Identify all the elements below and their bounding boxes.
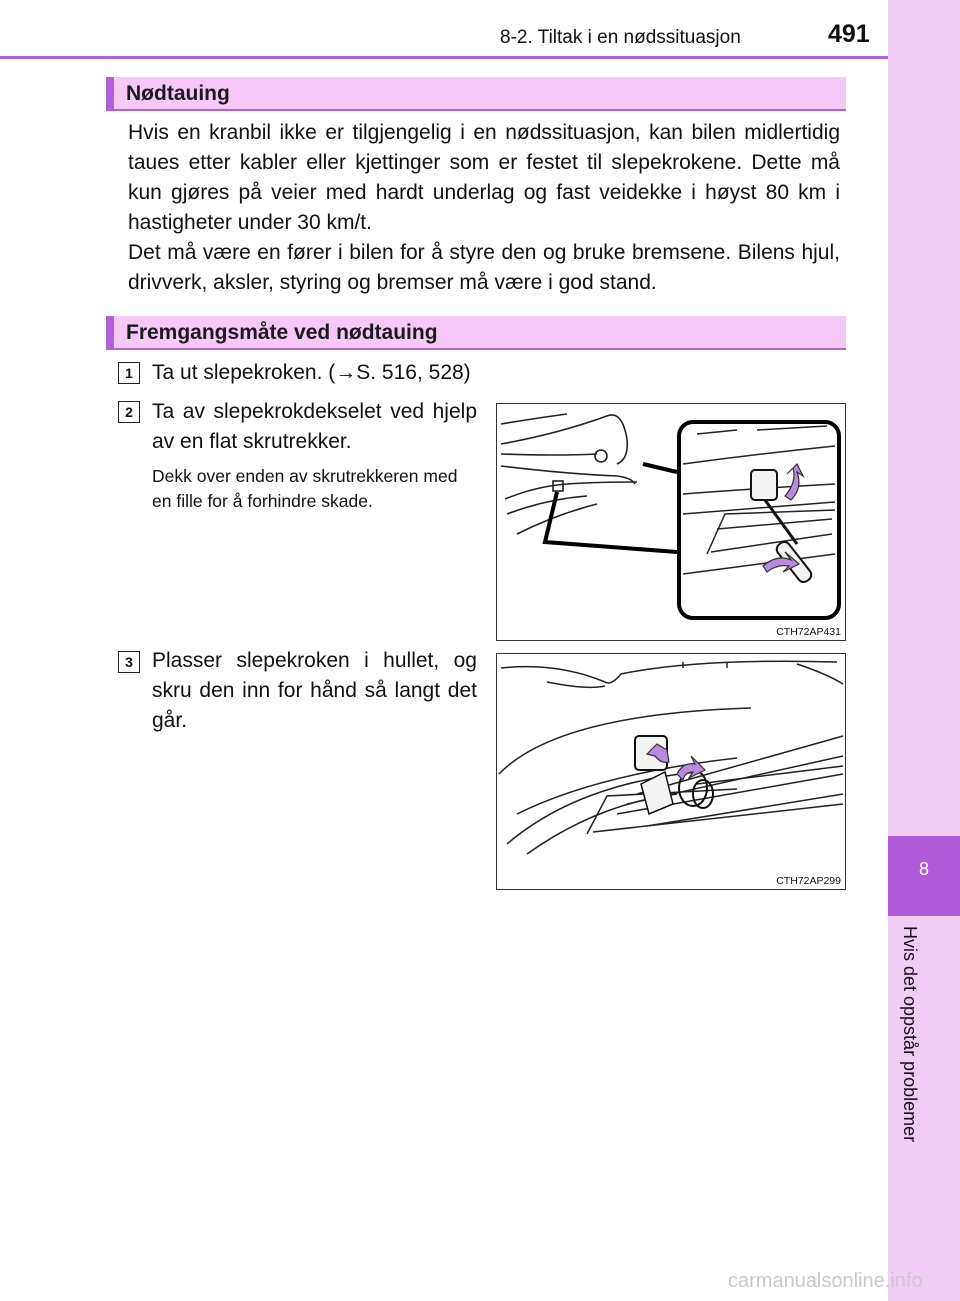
step-text-2: Ta av slepekrokdekselet ved hjelp av en flat skrutrekker. xyxy=(152,400,477,453)
intro-paragraph-1: Hvis en kranbil ikke er tilgjengelig i en nødssituasjon, kan bilen midlertidig taues etter kabler eller kjettinger som er festet til slepekrokene. Dette må kun gjøres på veier med hardt underlag og fast veidekke i høyst 80 km i hastigheter under 30 km/t. xyxy=(128,121,840,234)
section-header-procedure xyxy=(106,316,846,350)
chapter-number-tab: 8 xyxy=(888,836,960,916)
step-text-3: Plasser slepekroken i hullet, og skru den inn for hånd så langt det går. xyxy=(152,649,477,732)
remove-cover-illustration xyxy=(497,404,845,640)
step-text-1: Ta ut slepekroken. (→S. 516, 528) xyxy=(152,361,471,384)
install-hook-illustration xyxy=(497,654,845,889)
intro-paragraph-2: Det må være en fører i bilen for å styre den og bruke bremsene. Bilens hjul, drivverk, aksler, styring og bremser må være i god stand. xyxy=(128,241,840,294)
chapter-title-vertical: Hvis det oppstår problemer xyxy=(900,926,920,1143)
step-number-1: 1 xyxy=(118,362,140,384)
section-header-emergency-towing xyxy=(106,77,846,111)
figure-code: CTH72AP299 xyxy=(776,875,841,887)
header-divider xyxy=(0,56,888,59)
figure-code: CTH72AP431 xyxy=(776,626,841,638)
intro-text xyxy=(128,118,840,298)
figure-remove-cover xyxy=(496,403,846,641)
page-number: 491 xyxy=(828,20,870,48)
header-section-title: 8-2. Tiltak i en nødssituasjon xyxy=(500,27,741,48)
section-title: Fremgangsmåte ved nødtauing xyxy=(126,321,438,344)
step-number-2: 2 xyxy=(118,401,140,423)
section-title: Nødtauing xyxy=(126,82,230,105)
figure-install-hook xyxy=(496,653,846,890)
step-number-3: 3 xyxy=(118,651,140,673)
step-2-note: Dekk over enden av skrutrekkeren med en fille for å forhindre skade. xyxy=(152,466,458,511)
watermark: carmanualsonline.info xyxy=(728,1270,923,1292)
